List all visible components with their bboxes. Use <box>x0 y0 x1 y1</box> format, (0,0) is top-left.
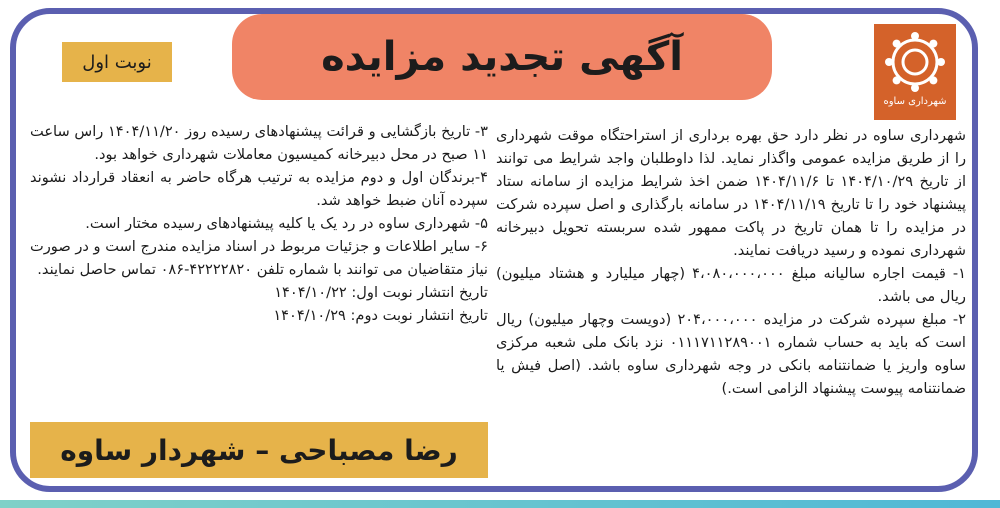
signature-box <box>30 422 488 478</box>
date-second-round: تاریخ انتشار نوبت دوم: ۱۴۰۴/۱۰/۲۹ <box>273 307 488 324</box>
round-badge <box>62 42 172 82</box>
bottom-strip <box>0 500 1000 508</box>
right-column <box>496 124 966 400</box>
date-first-round: تاریخ انتشار نوبت اول: ۱۴۰۴/۱۰/۲۲ <box>274 284 488 301</box>
item-1: ۱- قیمت اجاره سالیانه مبلغ ۴،۰۸۰،۰۰۰،۰۰۰ (چهار میلیارد و هشتاد میلیون) ریال می باشد. <box>496 265 966 305</box>
intro-paragraph: شهرداری ساوه در نظر دارد حق بهره برداری از استراحتگاه موقت شهرداری را از طریق مزایده عمومی واگذار نماید. لذا داوطلبان واجد شرایط می توانند از تاریخ ۱۴۰۴/۱۰/۲۹ تا ۱۴۰۴/۱۱/۶ ضمن اخذ شرایط مزایده از سامانه ستاد پیشنهاد خود را تا تاریخ ۱۴۰۴/۱۱/۱۹ در سامانه بارگذاری و اصل سپرده شرکت در مزایده را تا همان تاریخ در پاکت ممهور شده سربسته تحویل دبیرخانه شهرداری نموده و رسید دریافت نمایند. <box>496 127 967 259</box>
title-banner <box>232 14 772 100</box>
logo-caption: شهرداری ساوه <box>883 96 947 107</box>
page-title: آگهی تجدید مزایده <box>321 34 683 80</box>
item-3: ۳- تاریخ بازگشایی و قرائت پیشنهادهای رسیده روز ۱۴۰۴/۱۱/۲۰ راس ساعت ۱۱ صبح در محل دبیرخانه کمیسیون معاملات شهرداری خواهد بود. <box>30 123 488 163</box>
signature-text: رضا مصباحی – شهردار ساوه <box>60 433 458 467</box>
item-2: ۲- مبلغ سپرده شرکت در مزایده ۲۰۴،۰۰۰،۰۰۰ (دویست وچهار میلیون) ریال است که باید به حساب شماره ۰۱۱۱۷۱۱۲۸۹۰۰۱ نزد بانک ملی شعبه مرکزی ساوه واریز یا ضمانتنامه بانکی در وجه شهرداری ساوه باشد. (اصل فیش یا ضمانتنامه پیوست پیشنهاد الزامی است.) <box>496 311 966 397</box>
round-badge-label: نوبت اول <box>82 51 152 73</box>
emblem-icon <box>883 30 947 94</box>
left-column <box>30 120 488 327</box>
publication-dates <box>30 281 488 327</box>
item-5: ۵- شهرداری ساوه در رد یک یا کلیه پیشنهادهای رسیده مختار است. <box>85 215 488 232</box>
item-6: ۶- سایر اطلاعات و جزئیات مربوط در اسناد مزایده مندرج است و در صورت نیاز متقاضیان می توانند با شماره تلفن ۴۲۲۲۲۸۲۰-۰۸۶ تماس حاصل نمایند. <box>30 238 488 278</box>
item-4: ۴-برندگان اول و دوم مزایده به ترتیب هرگاه حاضر به انعقاد قرارداد نشوند سپرده آنان ضبط خواهد شد. <box>30 169 488 209</box>
municipality-logo <box>874 24 956 120</box>
